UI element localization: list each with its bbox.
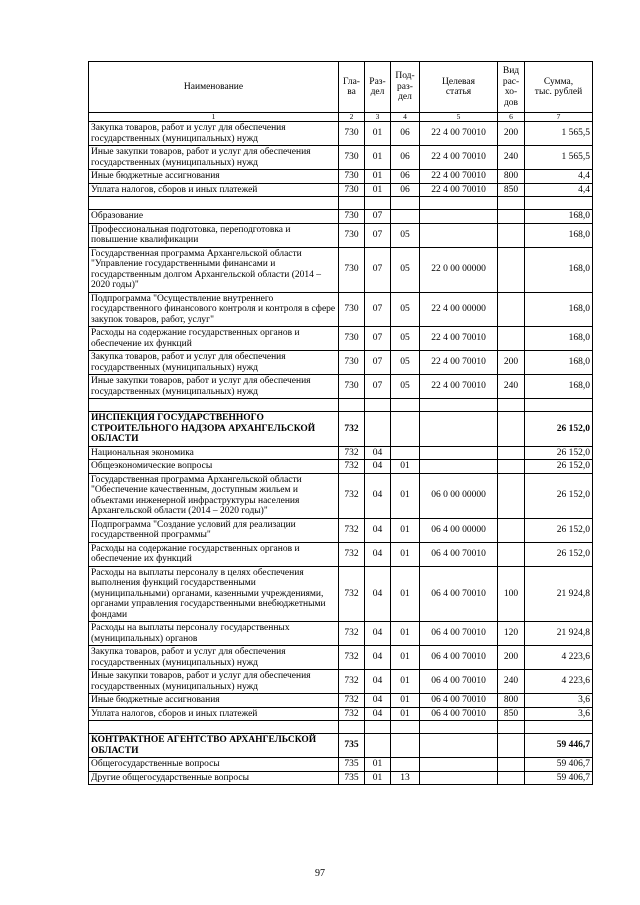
table-row (89, 473, 593, 518)
column-number: 3 (365, 113, 391, 122)
cell-vid (498, 758, 525, 772)
cell-razdel: 04 (365, 446, 391, 460)
cell-podrazdel: 01 (391, 707, 420, 721)
cell-name: Расходы на содержание государственных органов и обеспечение их функций (89, 542, 339, 566)
cell-name: Общегосударственные вопросы (89, 758, 339, 772)
cell-vid: 200 (498, 646, 525, 670)
cell-glava: 732 (339, 518, 365, 542)
spacer-cell (89, 399, 339, 412)
cell-vid: 240 (498, 146, 525, 170)
cell-vid: 120 (498, 622, 525, 646)
section-header-row (89, 734, 593, 758)
cell-sum: 4,4 (525, 170, 593, 184)
cell-podrazdel: 06 (391, 183, 420, 197)
cell-target (420, 446, 498, 460)
cell-glava: 730 (339, 183, 365, 197)
cell-razdel: 01 (365, 146, 391, 170)
table-row (89, 351, 593, 375)
cell-sum: 168,0 (525, 223, 593, 247)
header-podrazdel-text: Под- раз- дел (395, 71, 415, 103)
cell-sum: 26 152,0 (525, 542, 593, 566)
cell-razdel: 01 (365, 183, 391, 197)
cell-target: 06 4 00 70010 (420, 646, 498, 670)
column-number: 4 (391, 113, 420, 122)
header-podrazdel (391, 62, 420, 113)
cell-glava: 735 (339, 734, 365, 758)
cell-glava: 735 (339, 758, 365, 772)
spacer-cell (339, 197, 365, 210)
column-number: 6 (498, 113, 525, 122)
cell-podrazdel (391, 412, 420, 447)
spacer-row (89, 721, 593, 734)
cell-razdel: 04 (365, 518, 391, 542)
cell-glava: 730 (339, 223, 365, 247)
table-row (89, 566, 593, 622)
table-row (89, 646, 593, 670)
cell-podrazdel (391, 758, 420, 772)
cell-target: 22 4 00 70010 (420, 122, 498, 146)
cell-sum: 4,4 (525, 183, 593, 197)
column-number: 2 (339, 113, 365, 122)
cell-razdel (365, 734, 391, 758)
header-sum (525, 62, 593, 113)
cell-name: Расходы на содержание государственных органов и обеспечение их функций (89, 327, 339, 351)
cell-vid (498, 292, 525, 327)
header-name: Наименование (89, 62, 339, 113)
table-body (89, 122, 593, 785)
table-row (89, 460, 593, 474)
table-row (89, 122, 593, 146)
column-number: 7 (525, 113, 593, 122)
cell-razdel: 04 (365, 646, 391, 670)
spacer-cell (420, 721, 498, 734)
cell-podrazdel: 05 (391, 292, 420, 327)
cell-razdel: 04 (365, 707, 391, 721)
cell-razdel: 04 (365, 542, 391, 566)
cell-podrazdel: 01 (391, 473, 420, 518)
cell-name: Государственная программа Архангельской области "Управление государственными финансами и государственным долгом Архангельской области (2014 – 2020 годы)" (89, 247, 339, 292)
cell-vid (498, 223, 525, 247)
cell-name: Подпрограмма "Создание условий для реализации государственной программы" (89, 518, 339, 542)
cell-name: Иные бюджетные ассигнования (89, 694, 339, 708)
cell-sum: 59 406,7 (525, 758, 593, 772)
cell-target: 06 4 00 70010 (420, 670, 498, 694)
cell-name: КОНТРАКТНОЕ АГЕНТСТВО АРХАНГЕЛЬСКОЙ ОБЛАСТИ (89, 734, 339, 758)
cell-target: 22 4 00 70010 (420, 146, 498, 170)
spacer-cell (498, 399, 525, 412)
table-row (89, 694, 593, 708)
cell-podrazdel: 06 (391, 122, 420, 146)
cell-name: Иные бюджетные ассигнования (89, 170, 339, 184)
cell-vid (498, 412, 525, 447)
table-row (89, 375, 593, 399)
cell-target: 22 4 00 70010 (420, 327, 498, 351)
cell-razdel: 01 (365, 170, 391, 184)
cell-target: 22 4 00 70010 (420, 183, 498, 197)
cell-target: 06 4 00 70010 (420, 566, 498, 622)
header-vid (498, 62, 525, 113)
cell-sum: 21 924,8 (525, 622, 593, 646)
cell-vid (498, 518, 525, 542)
cell-glava: 732 (339, 542, 365, 566)
cell-glava: 732 (339, 646, 365, 670)
cell-glava: 732 (339, 694, 365, 708)
header-row (89, 62, 593, 113)
header-glava-text: Гла- ва (343, 76, 360, 97)
spacer-cell (420, 197, 498, 210)
table-row (89, 758, 593, 772)
cell-name: Другие общегосударственные вопросы (89, 771, 339, 785)
cell-razdel: 04 (365, 670, 391, 694)
cell-podrazdel: 05 (391, 375, 420, 399)
table-row (89, 183, 593, 197)
cell-podrazdel: 01 (391, 460, 420, 474)
cell-vid: 800 (498, 694, 525, 708)
spacer-row (89, 197, 593, 210)
column-number-row (89, 113, 593, 122)
budget-table (88, 61, 593, 785)
cell-target (420, 412, 498, 447)
cell-name: Расходы на выплаты персоналу в целях обеспечения выполнения функций государственными (муниципальными) органами, казенными учреждениями, органами управления государственными внебюджетными фондами (89, 566, 339, 622)
cell-razdel: 07 (365, 247, 391, 292)
cell-sum: 26 152,0 (525, 460, 593, 474)
spacer-cell (391, 721, 420, 734)
cell-name: ИНСПЕКЦИЯ ГОСУДАРСТВЕННОГО СТРОИТЕЛЬНОГО НАДЗОРА АРХАНГЕЛЬСКОЙ ОБЛАСТИ (89, 412, 339, 447)
cell-podrazdel: 01 (391, 566, 420, 622)
cell-target (420, 758, 498, 772)
cell-glava: 730 (339, 327, 365, 351)
table-row (89, 170, 593, 184)
table-row (89, 327, 593, 351)
cell-razdel: 07 (365, 223, 391, 247)
cell-target: 06 0 00 00000 (420, 473, 498, 518)
spacer-row (89, 399, 593, 412)
cell-glava: 732 (339, 566, 365, 622)
table-row (89, 146, 593, 170)
cell-podrazdel: 06 (391, 170, 420, 184)
cell-podrazdel: 01 (391, 670, 420, 694)
spacer-cell (498, 197, 525, 210)
spacer-cell (498, 721, 525, 734)
cell-vid: 850 (498, 707, 525, 721)
cell-sum: 26 152,0 (525, 518, 593, 542)
cell-sum: 21 924,8 (525, 566, 593, 622)
cell-vid (498, 771, 525, 785)
cell-vid: 240 (498, 670, 525, 694)
cell-glava: 732 (339, 446, 365, 460)
cell-sum: 168,0 (525, 327, 593, 351)
table-row (89, 518, 593, 542)
cell-sum: 1 565,5 (525, 146, 593, 170)
spacer-cell (420, 399, 498, 412)
cell-razdel (365, 412, 391, 447)
header-target (420, 62, 498, 113)
cell-name: Закупка товаров, работ и услуг для обеспечения государственных (муниципальных) нужд (89, 351, 339, 375)
cell-podrazdel: 01 (391, 646, 420, 670)
cell-name: Уплата налогов, сборов и иных платежей (89, 707, 339, 721)
cell-podrazdel: 01 (391, 542, 420, 566)
cell-podrazdel (391, 446, 420, 460)
section-header-row (89, 412, 593, 447)
cell-razdel: 04 (365, 473, 391, 518)
header-glava (339, 62, 365, 113)
spacer-cell (525, 399, 593, 412)
cell-sum: 59 446,7 (525, 734, 593, 758)
cell-target (420, 460, 498, 474)
cell-vid: 200 (498, 122, 525, 146)
cell-glava: 730 (339, 247, 365, 292)
spacer-cell (525, 721, 593, 734)
cell-podrazdel (391, 210, 420, 224)
table-row (89, 707, 593, 721)
cell-name: Профессиональная подготовка, переподготовка и повышение квалификации (89, 223, 339, 247)
cell-sum: 3,6 (525, 694, 593, 708)
spacer-cell (339, 721, 365, 734)
cell-podrazdel: 05 (391, 351, 420, 375)
cell-glava: 732 (339, 460, 365, 474)
cell-sum: 59 406,7 (525, 771, 593, 785)
cell-razdel: 04 (365, 694, 391, 708)
cell-sum: 4 223,6 (525, 646, 593, 670)
cell-glava: 730 (339, 351, 365, 375)
cell-glava: 730 (339, 170, 365, 184)
header-target-text: Целевая статья (442, 76, 475, 97)
spacer-cell (89, 197, 339, 210)
cell-glava: 735 (339, 771, 365, 785)
table-row (89, 446, 593, 460)
cell-target (420, 210, 498, 224)
cell-name: Иные закупки товаров, работ и услуг для обеспечения государственных (муниципальных) нужд (89, 146, 339, 170)
table-row (89, 210, 593, 224)
cell-vid: 850 (498, 183, 525, 197)
cell-glava: 732 (339, 412, 365, 447)
cell-name: Подпрограмма "Осуществление внутреннего государственного финансового контроля и контроля в сфере закупок товаров, работ, услуг" (89, 292, 339, 327)
spacer-cell (525, 197, 593, 210)
cell-razdel: 07 (365, 375, 391, 399)
spacer-cell (365, 721, 391, 734)
cell-podrazdel: 05 (391, 223, 420, 247)
spacer-cell (365, 399, 391, 412)
cell-glava: 730 (339, 375, 365, 399)
cell-vid: 240 (498, 375, 525, 399)
cell-glava: 730 (339, 122, 365, 146)
cell-vid: 100 (498, 566, 525, 622)
cell-podrazdel: 01 (391, 518, 420, 542)
cell-podrazdel: 13 (391, 771, 420, 785)
table-row (89, 247, 593, 292)
spacer-cell (365, 197, 391, 210)
cell-target (420, 771, 498, 785)
cell-name: Закупка товаров, работ и услуг для обеспечения государственных (муниципальных) нужд (89, 646, 339, 670)
cell-vid (498, 473, 525, 518)
cell-sum: 1 565,5 (525, 122, 593, 146)
cell-target: 06 4 00 00000 (420, 518, 498, 542)
cell-razdel: 07 (365, 327, 391, 351)
table-row (89, 771, 593, 785)
cell-sum: 3,6 (525, 707, 593, 721)
cell-target: 06 4 00 70010 (420, 542, 498, 566)
cell-name: Национальная экономика (89, 446, 339, 460)
cell-glava: 730 (339, 292, 365, 327)
spacer-cell (391, 399, 420, 412)
cell-name: Образование (89, 210, 339, 224)
cell-name: Иные закупки товаров, работ и услуг для обеспечения государственных (муниципальных) нужд (89, 670, 339, 694)
cell-name: Уплата налогов, сборов и иных платежей (89, 183, 339, 197)
page-number: 97 (315, 868, 325, 879)
cell-vid: 800 (498, 170, 525, 184)
cell-sum: 26 152,0 (525, 412, 593, 447)
cell-razdel: 01 (365, 758, 391, 772)
cell-vid (498, 460, 525, 474)
cell-target: 06 4 00 70010 (420, 707, 498, 721)
cell-glava: 732 (339, 622, 365, 646)
cell-sum: 168,0 (525, 292, 593, 327)
cell-target: 06 4 00 70010 (420, 622, 498, 646)
cell-vid (498, 247, 525, 292)
cell-target: 22 4 00 70010 (420, 351, 498, 375)
cell-razdel: 01 (365, 771, 391, 785)
spacer-cell (391, 197, 420, 210)
cell-razdel: 01 (365, 122, 391, 146)
cell-sum: 4 223,6 (525, 670, 593, 694)
cell-razdel: 04 (365, 460, 391, 474)
cell-target: 22 4 00 70010 (420, 375, 498, 399)
cell-sum: 168,0 (525, 351, 593, 375)
cell-podrazdel: 05 (391, 327, 420, 351)
cell-podrazdel: 01 (391, 622, 420, 646)
cell-glava: 730 (339, 146, 365, 170)
cell-vid (498, 327, 525, 351)
cell-sum: 168,0 (525, 247, 593, 292)
cell-name: Иные закупки товаров, работ и услуг для обеспечения государственных (муниципальных) нужд (89, 375, 339, 399)
cell-vid (498, 542, 525, 566)
cell-podrazdel (391, 734, 420, 758)
cell-vid (498, 734, 525, 758)
cell-name: Общеэкономические вопросы (89, 460, 339, 474)
spacer-cell (89, 721, 339, 734)
cell-podrazdel: 01 (391, 694, 420, 708)
cell-razdel: 07 (365, 351, 391, 375)
cell-razdel: 07 (365, 210, 391, 224)
cell-name: Закупка товаров, работ и услуг для обеспечения государственных (муниципальных) нужд (89, 122, 339, 146)
cell-target: 06 4 00 70010 (420, 694, 498, 708)
cell-razdel: 04 (365, 622, 391, 646)
table-row (89, 622, 593, 646)
header-razdel-text: Раз- дел (369, 76, 386, 97)
column-number: 5 (420, 113, 498, 122)
cell-name: Государственная программа Архангельской области "Обеспечение качественным, доступным жильем и объектами инженерной инфраструктуры населения Архангельской области (2014 – 2020 годы)" (89, 473, 339, 518)
cell-target (420, 223, 498, 247)
header-vid-text: Вид рас- хо- дов (502, 66, 520, 108)
table-row (89, 670, 593, 694)
cell-glava: 732 (339, 473, 365, 518)
column-number: 1 (89, 113, 339, 122)
cell-glava: 732 (339, 670, 365, 694)
cell-sum: 168,0 (525, 210, 593, 224)
cell-target (420, 734, 498, 758)
cell-vid (498, 210, 525, 224)
cell-glava: 732 (339, 707, 365, 721)
cell-name: Расходы на выплаты персоналу государственных (муниципальных) органов (89, 622, 339, 646)
cell-target: 22 0 00 00000 (420, 247, 498, 292)
cell-target: 22 4 00 00000 (420, 292, 498, 327)
cell-target: 22 4 00 70010 (420, 170, 498, 184)
cell-podrazdel: 05 (391, 247, 420, 292)
spacer-cell (339, 399, 365, 412)
table-row (89, 542, 593, 566)
table-row (89, 223, 593, 247)
header-razdel (365, 62, 391, 113)
table-row (89, 292, 593, 327)
cell-sum: 26 152,0 (525, 446, 593, 460)
cell-podrazdel: 06 (391, 146, 420, 170)
header-sum-text: Сумма, тыс. рублей (534, 76, 583, 97)
cell-vid: 200 (498, 351, 525, 375)
cell-razdel: 07 (365, 292, 391, 327)
cell-sum: 168,0 (525, 375, 593, 399)
cell-sum: 26 152,0 (525, 473, 593, 518)
cell-vid (498, 446, 525, 460)
cell-glava: 730 (339, 210, 365, 224)
cell-razdel: 04 (365, 566, 391, 622)
